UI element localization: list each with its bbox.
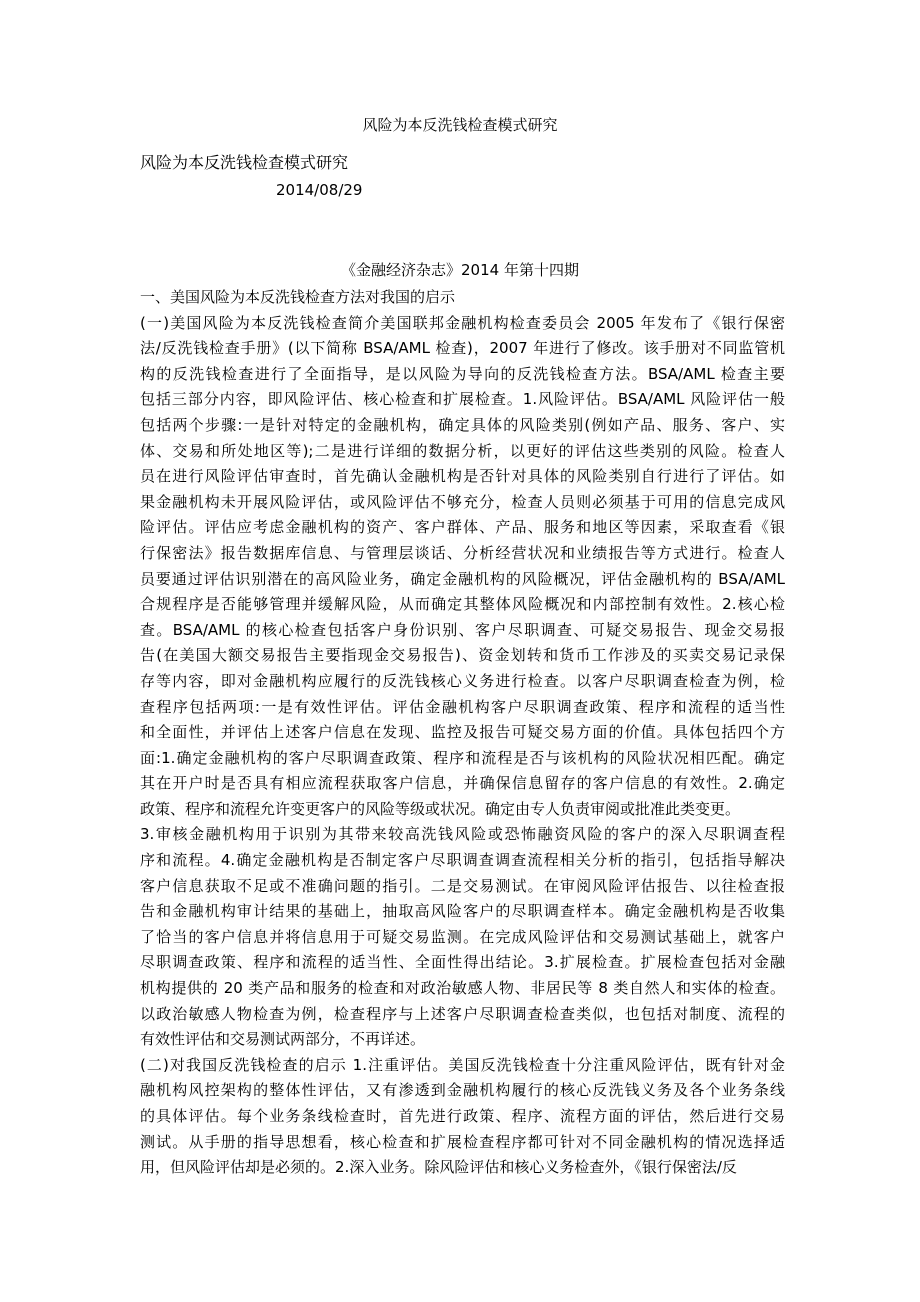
body-line: 的具体评估。每个业务条线检查时，首先进行政策、程序、流程方面的评估，然后进行交易: [140, 1107, 785, 1125]
body-line: 包括两个步骤:一是针对特定的金融机构，确定具体的风险类别(例如产品、服务、客户、实: [140, 415, 785, 434]
body-line: 体、交易和所处地区等);二是进行详细的数据分析，以更好的评估这些类别的风险。检查人: [140, 441, 785, 460]
body-line: 政策、程序和流程允许变更客户的风险等级或状况。确定由专人负责审阅或批准此类变更。: [140, 799, 741, 818]
body-line: 查程序包括两项:一是有效性评估。评估金融机构客户尽职调查政策、程序和流程的适当性: [140, 697, 785, 716]
journal-issue: 《金融经济杂志》2014 年第十四期: [341, 261, 579, 279]
body-line: 员要通过评估识别潜在的高风险业务，确定金融机构的风险概况，评估金融机构的 BSA/AML: [140, 569, 785, 588]
body-line: 存等内容，即对金融机构应履行的反洗钱核心义务进行检查。以客户尽职调查检查为例，检: [140, 671, 785, 690]
body-line: 包括三部分内容，即风险评估、核心检查和扩展检查。1.风险评估。BSA/AML 风险评估一般: [140, 390, 785, 409]
publish-date: 2014/08/29: [276, 181, 363, 199]
body-line: 险评估。评估应考虑金融机构的资产、客户群体、产品、服务和地区等因素，采取查看《银: [140, 518, 785, 537]
body-line: 面:1.确定金融机构的客户尽职调查政策、程序和流程是否与该机构的风险状况相匹配。确定: [140, 748, 785, 767]
body-line: 序和流程。4.确定金融机构是否制定客户尽职调查调查流程相关分析的指引，包括指导解决: [140, 851, 785, 870]
article-body: [140, 285, 785, 1181]
body-line: 其在开户时是否具有相应流程获取客户信息，并确保信息留存的客户信息的有效性。2.确定: [140, 774, 785, 793]
body-line: 查。BSA/AML 的核心检查包括客户身份识别、客户尽职调查、可疑交易报告、现金交易报: [140, 620, 785, 639]
body-line: 以政治敏感人物检查为例，检查程序与上述客户尽职调查检查类似，也包括对制度、流程的: [140, 1004, 785, 1023]
body-line: 一、美国风险为本反洗钱检查方法对我国的启示: [140, 288, 456, 306]
body-line: 告和金融机构审计结果的基础上，抽取高风险客户的尽职调查样本。确定金融机构是否收集: [140, 902, 785, 921]
body-line: 员在进行风险评估审查时，首先确认金融机构是否针对具体的风险类别自行进行了评估。如: [140, 467, 785, 486]
body-line: 3.审核金融机构用于识别为其带来较高洗钱风险或恐怖融资风险的客户的深入尽职调查程: [140, 825, 785, 844]
body-line: 和全面性，并评估上述客户信息在发现、监控及报告可疑交易方面的价值。具体包括四个方: [140, 723, 785, 742]
body-line: (一)美国风险为本反洗钱检查简介美国联邦金融机构检查委员会 2005 年发布了《银行保密: [140, 313, 785, 332]
body-line: 了恰当的客户信息并将信息用于可疑交易监测。在完成风险评估和交易测试基础上，就客户: [140, 927, 785, 946]
body-line: 融机构风控架构的整体性评估，又有渗透到金融机构履行的核心反洗钱义务及各个业务条线: [140, 1081, 785, 1100]
body-line: 构的反洗钱检查进行了全面指导，是以风险为导向的反洗钱检查方法。BSA/AML 检查主要: [140, 364, 785, 383]
body-line: 客户信息获取不足或不准确问题的指引。二是交易测试。在审阅风险评估报告、以往检查报: [140, 876, 785, 895]
document-subtitle: 风险为本反洗钱检查模式研究: [140, 153, 349, 172]
document-title: 风险为本反洗钱检查模式研究: [362, 116, 558, 134]
body-line: 法/反洗钱检查手册》(以下简称 BSA/AML 检查)，2007 年进行了修改。该手册对不同监管机: [140, 339, 785, 358]
body-line: (二)对我国反洗钱检查的启示 1.注重评估。美国反洗钱检查十分注重风险评估，既有针对金: [140, 1055, 785, 1074]
body-line: 测试。从手册的指导思想看，核心检查和扩展检查程序都可针对不同金融机构的情况选择适: [140, 1132, 785, 1151]
body-line: 有效性评估和交易测试两部分，不再详述。: [140, 1030, 426, 1049]
body-line: 合规程序是否能够管理并缓解风险，从而确定其整体风险概况和内部控制有效性。2.核心检: [140, 595, 785, 614]
body-line: 尽职调查政策、程序和流程的适当性、全面性得出结论。3.扩展检查。扩展检查包括对金融: [140, 953, 785, 972]
body-line: 用，但风险评估却是必须的。2.深入业务。除风险评估和核心义务检查外，《银行保密法/反: [140, 1158, 737, 1177]
body-line: 告(在美国大额交易报告主要指现金交易报告)、资金划转和货币工作涉及的买卖交易记录保: [140, 646, 785, 665]
body-line: 行保密法》报告数据库信息、与管理层谈话、分析经营状况和业绩报告等方式进行。检查人: [140, 543, 785, 562]
body-line: 机构提供的 20 类产品和服务的检查和对政治敏感人物、非居民等 8 类自然人和实体的检查。: [140, 979, 785, 998]
body-line: 果金融机构未开展风险评估，或风险评估不够充分，检查人员则必须基于可用的信息完成风: [140, 492, 785, 511]
